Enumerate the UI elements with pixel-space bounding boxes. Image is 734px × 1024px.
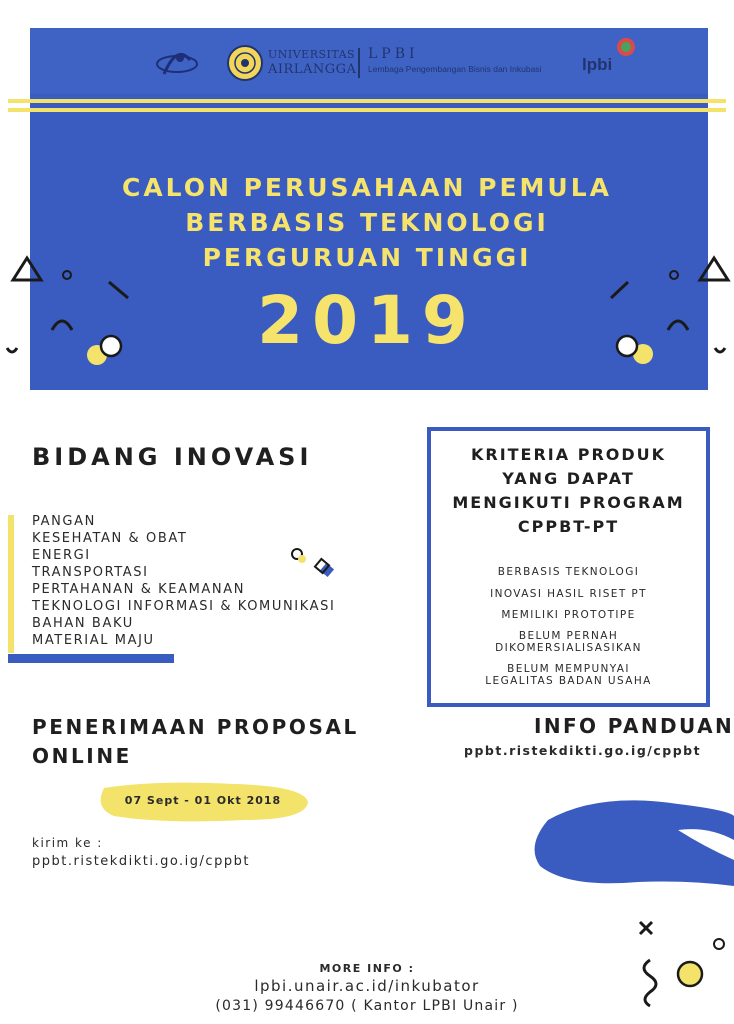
title-line-3: PERGURUAN TINGGI (202, 243, 532, 272)
bidang-item: MATERIAL MAJU (32, 633, 155, 648)
white-circle-right-icon (617, 336, 637, 356)
penerimaan-heading-line1: PENERIMAAN PROPOSAL (32, 715, 359, 739)
kriteria-item: BERBASIS TEKNOLOGI (497, 566, 640, 578)
mid-decorations (286, 545, 342, 589)
university-name-line2: AIRLANGGA (268, 62, 357, 77)
kriteria-item: MEMILIKI PROTOTIPE (501, 609, 636, 621)
blue-blob-decoration (528, 790, 734, 890)
lpbi-name: LPBI (368, 46, 419, 62)
kriteria-title-line: MENGIKUTI PROGRAM (452, 493, 685, 512)
bidang-item: BAHAN BAKU (32, 616, 134, 631)
stripe-bottom (8, 108, 726, 112)
stripe-top (8, 99, 726, 103)
arc-left-icon (52, 321, 72, 330)
bidang-item: TEKNOLOGI INFORMASI & KOMUNIKASI (32, 599, 336, 614)
panduan-heading: INFO PANDUAN (534, 714, 734, 738)
bidang-item: PANGAN (32, 514, 96, 529)
send-label: kirim ke : (32, 836, 103, 850)
footer-phone: (031) 99446670 ( Kantor LPBI Unair ) (215, 998, 519, 1014)
ristekdikti-logo (150, 40, 204, 84)
penerimaan-heading-line2: ONLINE (32, 744, 132, 768)
small-yellow-dot-icon (298, 555, 306, 563)
year: 2019 (257, 282, 477, 359)
submission-dates: 07 Sept - 01 Okt 2018 (124, 794, 282, 807)
tilde-right-icon (715, 348, 725, 352)
bidang-item: KESEHATAN & OBAT (32, 531, 188, 546)
kriteria-title-line: CPPBT-PT (517, 517, 620, 536)
footer-url[interactable]: lpbi.unair.ac.id/inkubator (254, 977, 480, 995)
university-name-line1: UNIVERSITAS (268, 48, 356, 61)
bidang-item: PERTAHANAN & KEAMANAN (32, 582, 246, 597)
bidang-item: TRANSPORTASI (32, 565, 149, 580)
kriteria-title-line: KRITERIA PRODUK (470, 445, 667, 464)
banner-decorations (0, 250, 734, 370)
kriteria-item: BELUM PERNAH (518, 630, 619, 642)
kriteria-title-line: YANG DAPAT (502, 469, 635, 488)
bidang-heading: BIDANG INOVASI (32, 443, 313, 471)
more-info-label: MORE INFO : (319, 962, 415, 975)
logo-divider (358, 48, 360, 78)
title-line-2: BERBASIS TEKNOLOGI (185, 208, 549, 237)
lpbi-mark: lpbi (582, 55, 613, 74)
dot-left-icon (63, 271, 71, 279)
tilde-left-icon (7, 348, 17, 352)
unair-seal-logo (226, 44, 264, 82)
lpbi-full-name: Lembaga Pengembangan Bisnis dan Inkubasi (368, 64, 542, 74)
kriteria-item: INOVASI HASIL RISET PT (490, 588, 647, 600)
dot-right-icon (670, 271, 678, 279)
bidang-yellow-bar (8, 515, 14, 653)
bidang-item: ENERGI (32, 548, 91, 563)
panduan-url[interactable]: ppbt.ristekdikti.go.ig/cppbt (464, 743, 702, 758)
white-circle-left-icon (101, 336, 121, 356)
bidang-blue-bar (8, 654, 174, 663)
kriteria-item: BELUM MEMPUNYAI (507, 663, 630, 675)
title-line-1: CALON PERUSAHAAN PEMULA (121, 173, 613, 202)
send-url[interactable]: ppbt.ristekdikti.go.ig/cppbt (32, 854, 250, 869)
triangle-left-icon (13, 258, 41, 280)
small-ring-icon (714, 939, 724, 949)
blue-diamond-icon (320, 563, 334, 577)
arc-right-icon (668, 321, 688, 330)
slash-right-icon (611, 282, 628, 298)
kriteria-item: DIKOMERSIALISASIKAN (495, 642, 642, 654)
kriteria-item: LEGALITAS BADAN USAHA (485, 675, 652, 687)
slash-left-icon (109, 282, 128, 298)
triangle-right-icon (700, 258, 728, 280)
